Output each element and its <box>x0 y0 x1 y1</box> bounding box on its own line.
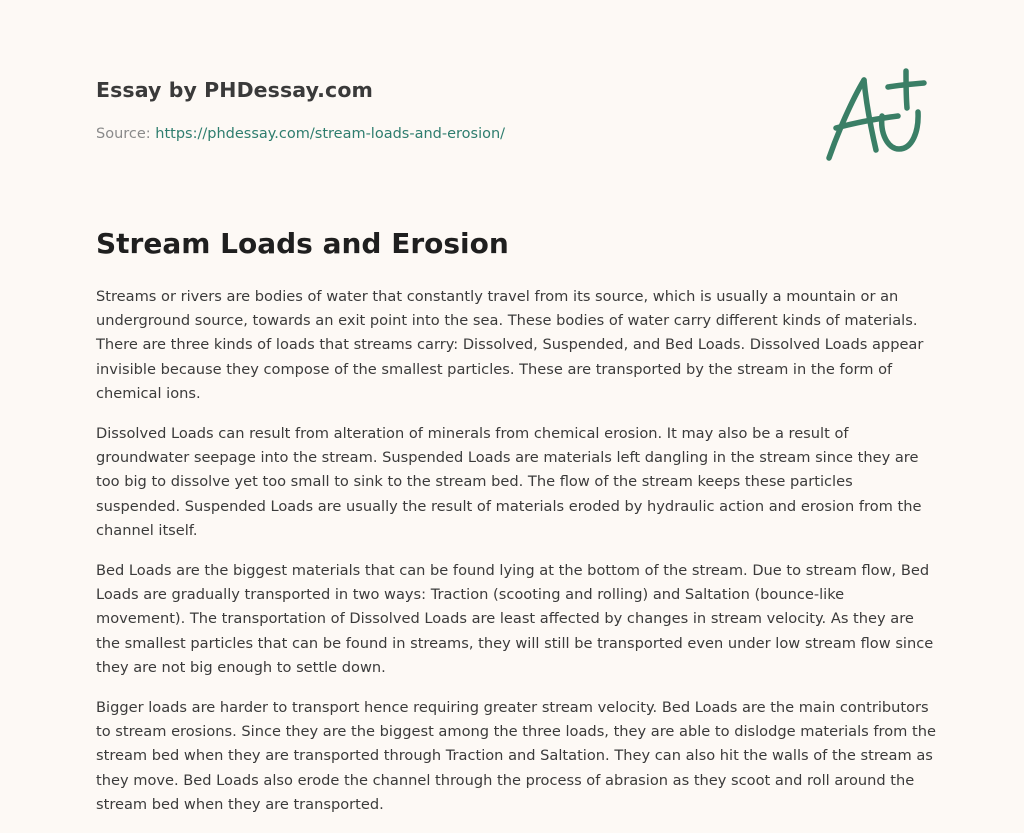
brand-title: Essay by PHDessay.com <box>96 78 373 102</box>
paragraph: Streams or rivers are bodies of water that constantly travel from its source, which is usually a mountain or an underground source, towards an exit point into the sea. These bodies of water carry different kinds of materials. There are three kinds of loads that streams carry: Dissolved, Suspended, and Bed Loads. Dissolved Loads appear invisible because they compose of the smallest particles. These are transported by the stream in the form of chemical ions. <box>96 288 924 402</box>
a-plus-logo-icon <box>822 66 930 166</box>
essay-body <box>96 285 936 833</box>
paragraph: Bed Loads are the biggest materials that can be found lying at the bottom of the stream. Due to stream flow, Bed Loads are gradually transported in two ways: Traction (scooting and rolling) and Saltation (bounce-like movement). The transportation of Dissolved Loads are least affected by changes in stream velocity. As they are the smallest particles that can be found in streams, they will still be transported even under low stream flow since they are not big enough to settle down. <box>96 562 934 676</box>
source-line <box>96 125 505 143</box>
paragraph: Dissolved Loads can result from alteration of minerals from chemical erosion. It may also be a result of groundwater seepage into the stream. Suspended Loads are materials left dangling in the stream since they are too big to dissolve yet too small to sink to the stream bed. The flow of the stream keeps these particles suspended. Suspended Loads are usually the result of materials eroded by hydraulic action and erosion from the channel itself. <box>96 425 922 539</box>
essay-header <box>96 78 796 142</box>
source-link[interactable]: https://phdessay.com/stream-loads-and-erosion/ <box>155 126 506 142</box>
source-label: Source: <box>96 126 156 142</box>
page-title: Stream Loads and Erosion <box>96 227 509 260</box>
paragraph: Bigger loads are harder to transport hence requiring greater stream velocity. Bed Loads are the main contributors to stream erosions. Since they are the biggest among the three loads, they are able to dislodge materials from the stream bed when they are transported through Traction and Saltation. They can also hit the walls of the stream as they move. Bed Loads also erode the channel through the process of abrasion as they scoot and roll around the stream bed when they are transported. <box>96 699 936 813</box>
